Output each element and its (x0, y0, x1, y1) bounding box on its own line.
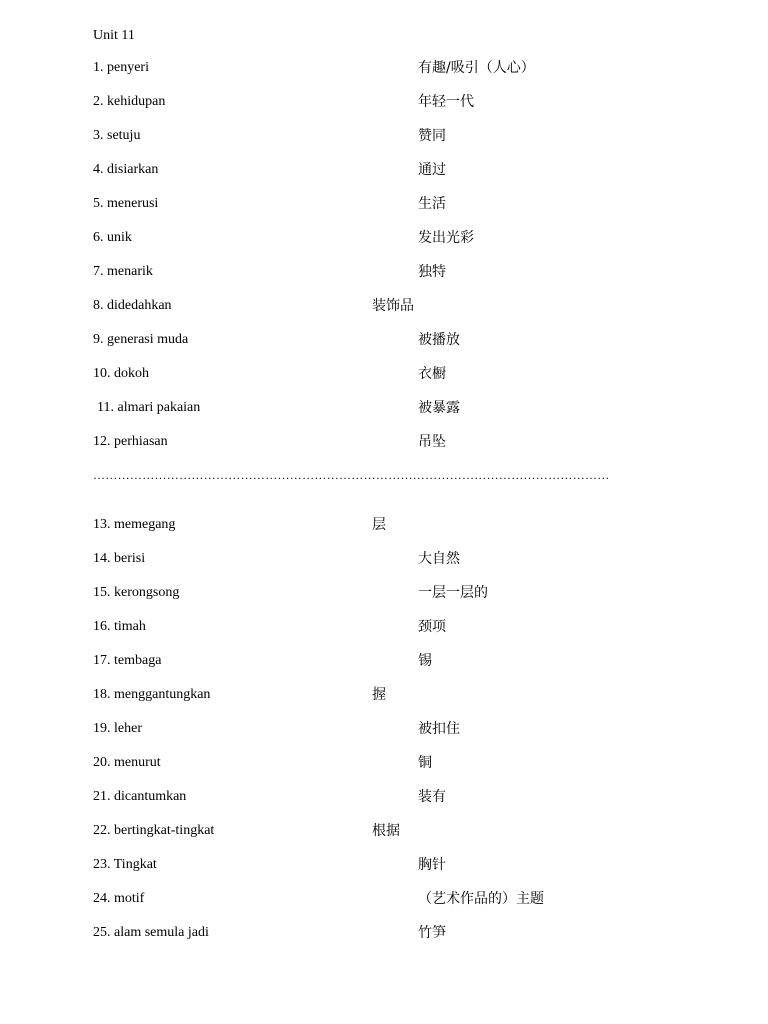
vocab-row (0, 126, 768, 146)
chinese-meaning: 层 (372, 517, 386, 533)
vocab-row (0, 855, 768, 875)
malay-term: 3. setuju (93, 128, 141, 143)
chinese-meaning: 发出光彩 (418, 230, 474, 246)
malay-term: 18. menggantungkan (93, 687, 211, 702)
chinese-meaning: 铜 (418, 755, 432, 771)
vocab-row (0, 92, 768, 112)
chinese-meaning: 独特 (418, 264, 446, 280)
chinese-meaning: 锡 (418, 653, 432, 669)
chinese-meaning: 有趣/吸引（人心） (418, 60, 535, 76)
malay-term: 21. dicantumkan (93, 789, 187, 804)
chinese-meaning: 装饰品 (372, 298, 414, 314)
vocab-row (0, 330, 768, 350)
malay-term: 5. menerusi (93, 196, 159, 211)
vocab-row (0, 719, 768, 739)
malay-term: 23. Tingkat (93, 857, 157, 872)
chinese-meaning: 衣橱 (418, 366, 446, 382)
malay-term: 17. tembaga (93, 653, 162, 668)
vocab-row (0, 160, 768, 180)
malay-term: 4. disiarkan (93, 162, 159, 177)
dotted-separator: ……………………………………………………………………………………………………………… (93, 468, 610, 482)
vocab-row (0, 262, 768, 282)
malay-term: 9. generasi muda (93, 332, 189, 347)
vocab-row (0, 889, 768, 909)
vocab-row (0, 617, 768, 637)
chinese-meaning: 生活 (418, 196, 446, 212)
vocab-row (0, 923, 768, 943)
chinese-meaning: 被播放 (418, 332, 460, 348)
vocab-row (0, 651, 768, 671)
malay-term: 6. unik (93, 230, 132, 245)
vocab-row (0, 685, 768, 705)
malay-term: 15. kerongsong (93, 585, 180, 600)
chinese-meaning: 颈项 (418, 619, 446, 635)
vocab-row (0, 515, 768, 535)
malay-term: 14. berisi (93, 551, 146, 566)
vocab-row (0, 296, 768, 316)
vocab-row (0, 549, 768, 569)
chinese-meaning: 一层一层的 (418, 585, 488, 601)
chinese-meaning: 胸针 (418, 857, 446, 873)
chinese-meaning: 年轻一代 (418, 94, 474, 110)
chinese-meaning: 通过 (418, 162, 446, 178)
chinese-meaning: 吊坠 (418, 434, 446, 450)
vocab-row (0, 583, 768, 603)
vocab-row (0, 432, 768, 452)
malay-term: 20. menurut (93, 755, 161, 770)
malay-term: 12. perhiasan (93, 434, 168, 449)
malay-term: 7. menarik (93, 264, 153, 279)
vocab-row (0, 364, 768, 384)
vocab-row (0, 228, 768, 248)
unit-title: Unit 11 (93, 28, 135, 43)
chinese-meaning: 被扣住 (418, 721, 460, 737)
malay-term: 19. leher (93, 721, 142, 736)
malay-term: 8. didedahkan (93, 298, 172, 313)
chinese-meaning: 被暴露 (418, 400, 460, 416)
malay-term: 25. alam semula jadi (93, 925, 209, 940)
chinese-meaning: （艺术作品的）主题 (418, 891, 544, 907)
vocab-row (0, 194, 768, 214)
chinese-meaning: 竹笋 (418, 925, 446, 941)
malay-term: 10. dokoh (93, 366, 149, 381)
chinese-meaning: 握 (372, 687, 386, 703)
malay-term: 11. almari pakaian (97, 400, 201, 415)
chinese-meaning: 赞同 (418, 128, 446, 144)
vocab-row (0, 58, 768, 78)
vocab-row (0, 821, 768, 841)
chinese-meaning: 根据 (372, 823, 400, 839)
vocab-row (0, 787, 768, 807)
malay-term: 22. bertingkat-tingkat (93, 823, 215, 838)
malay-term: 1. penyeri (93, 60, 149, 75)
malay-term: 16. timah (93, 619, 146, 634)
chinese-meaning: 装有 (418, 789, 446, 805)
malay-term: 13. memegang (93, 517, 176, 532)
vocab-row (0, 753, 768, 773)
malay-term: 2. kehidupan (93, 94, 166, 109)
vocab-row (0, 398, 768, 418)
malay-term: 24. motif (93, 891, 145, 906)
chinese-meaning: 大自然 (418, 551, 460, 567)
